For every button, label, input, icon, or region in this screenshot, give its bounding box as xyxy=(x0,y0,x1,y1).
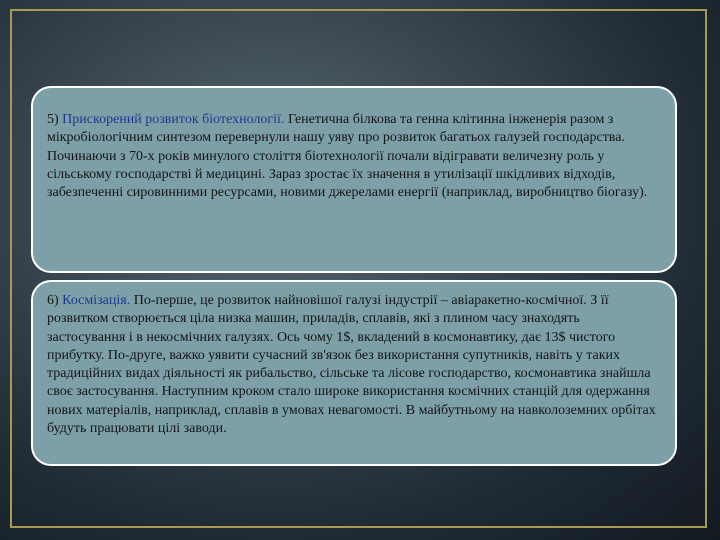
point-6-heading: Космізація. xyxy=(62,293,131,308)
point-5-body: Генетична білкова та генна клітинна інженерія разом з мікробіологічним синтезом перевернули нашу уяву про розвиток багатьох галузей господарства. Починаючи з 70-х років минулого століття біотехнології почали відігравати величезну роль у сільському господарстві й медицині. Зараз зростає їх значення в утилізації шкідливих відходів, забезпеченні сировинними ресурсами, новими джерелами енергії (наприклад, виробництво біогазу). xyxy=(47,112,648,201)
point-6-number: 6) xyxy=(47,293,59,308)
point-6-body: По-перше, це розвиток найновішої галузі індустрії – авіаракетно-космічної. З її розвитком створюється ціла низка машин, приладів, сплавів, які з плином часу знаходять застосування і в некосмічних галузях. Ось чому 1$, вкладений в космонавтику, дає 13$ чистого прибутку. По-друге, важко уявити сучасний зв'язок без використання супутників, навіть у таких традиційних видах діяльності як рибальство, сільське та лісове господарство, космонавтика знайшла своє застосування. Наступним кроком стало широке використання космічних станцій для одержання нових матеріалів, наприклад, сплавів в умовах невагомості. В майбутньому на навколоземних орбітах будуть працювати цілі заводи. xyxy=(47,293,656,437)
point-5-number: 5) xyxy=(47,112,59,127)
point-5-heading: Прискорений розвиток біотехнології. xyxy=(62,112,285,127)
point-5-card xyxy=(31,86,677,273)
point-6-card xyxy=(31,280,677,466)
